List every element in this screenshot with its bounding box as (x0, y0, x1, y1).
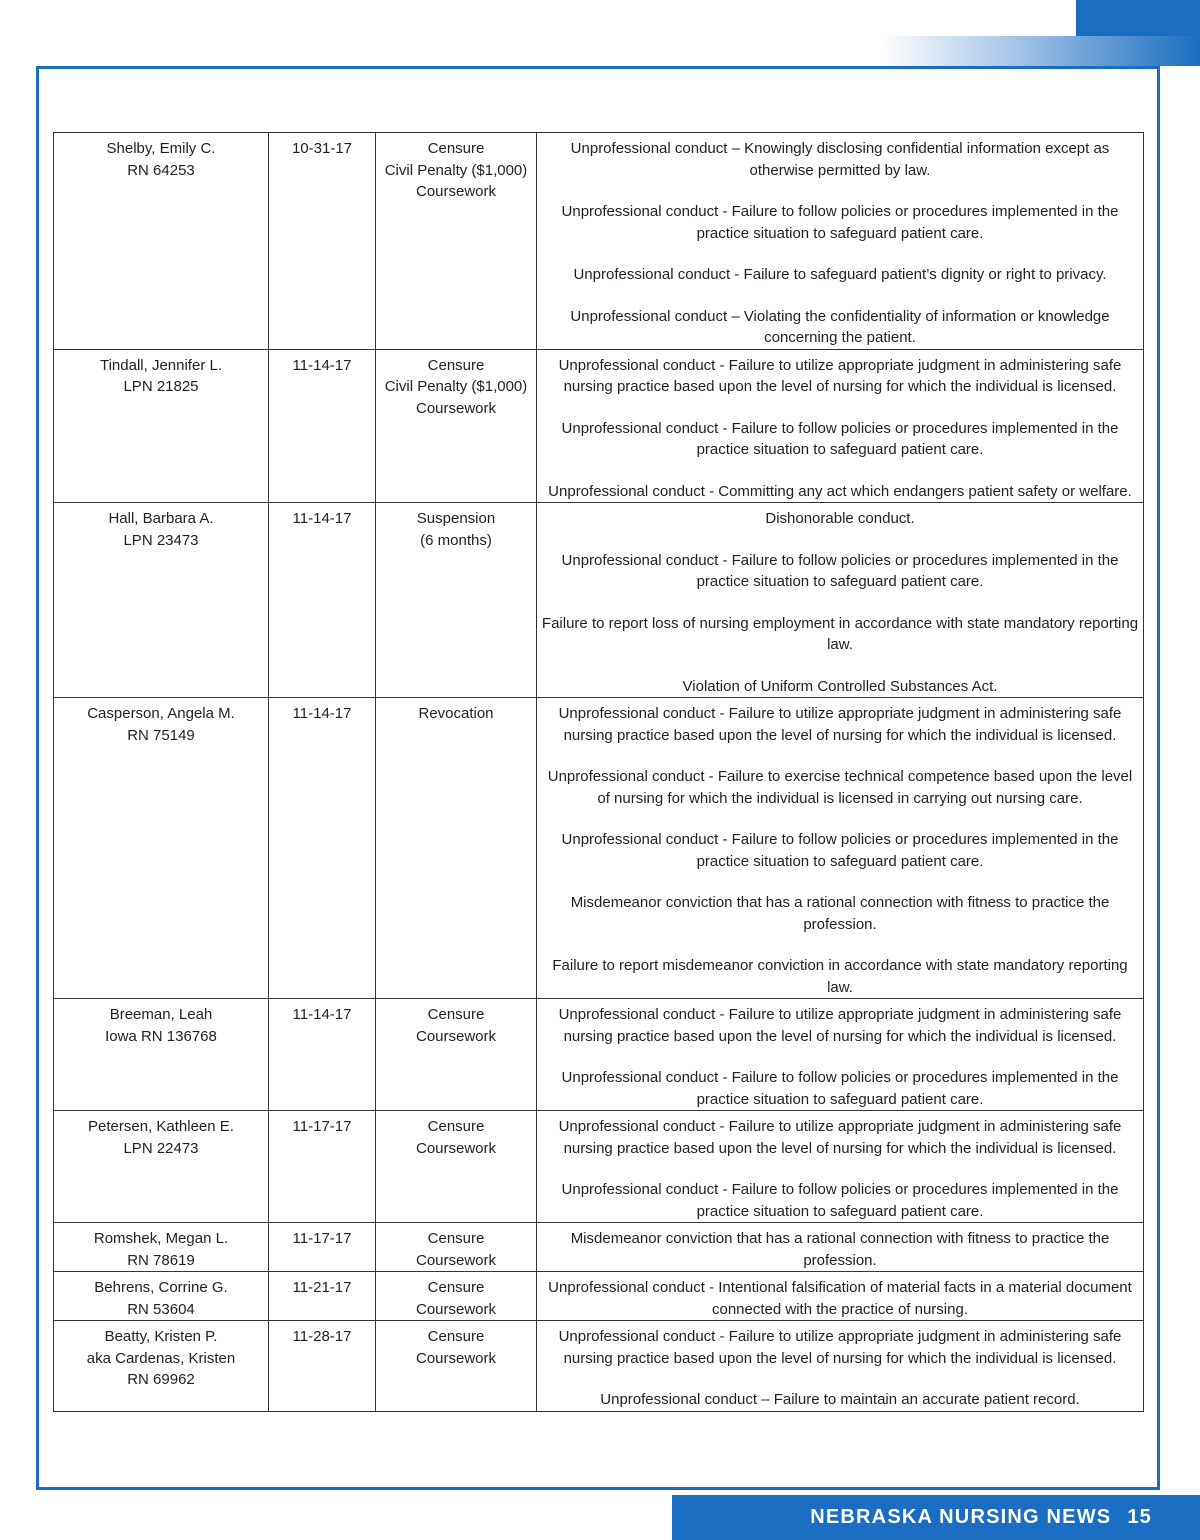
violations-cell (537, 503, 1144, 698)
disciplinary-action-cell (376, 999, 537, 1111)
violation-text: Unprofessional conduct - Failure to safeguard patient’s dignity or right to privacy. (573, 266, 1107, 283)
table-row (54, 133, 1144, 350)
licensee-name-cell-line: RN 64253 (127, 161, 195, 179)
violations-cell (537, 1111, 1144, 1223)
disciplinary-action-cell-line: Coursework (415, 399, 497, 417)
violation-text: Unprofessional conduct - Failure to utilize appropriate judgment in administering safe nursing practice based upon the level of nursing for which the individual is licensed. (558, 705, 1122, 744)
disciplinary-action-cell-line: Coursework (415, 1027, 497, 1045)
licensee-name-cell (54, 133, 269, 350)
violation-text: Violation of Uniform Controlled Substances Act. (682, 677, 998, 695)
action-date-cell: 11-14-17 (269, 698, 376, 999)
table-row (54, 999, 1144, 1111)
disciplinary-action-cell (376, 1272, 537, 1321)
table-row (54, 503, 1144, 698)
licensee-name-cell-line: RN 78619 (127, 1251, 195, 1269)
violations-cell (537, 1223, 1144, 1272)
disciplinary-action-cell-line: Coursework (415, 183, 497, 200)
licensee-name-cell (54, 698, 269, 999)
table-row (54, 1223, 1144, 1272)
violations-cell (537, 349, 1144, 503)
action-date-cell: 11-14-17 (269, 999, 376, 1111)
licensee-name-cell-line: RN 75149 (127, 726, 195, 744)
disciplinary-action-cell-line: Coursework (415, 1139, 497, 1157)
licensee-name-cell (54, 503, 269, 698)
licensee-name-cell-line: Behrens, Corrine G. (94, 1279, 228, 1296)
disciplinary-action-cell-line: Censure (427, 1230, 485, 1247)
disciplinary-action-cell-line: Censure (427, 1279, 485, 1296)
violation-text: Unprofessional conduct - Failure to exercise technical competence based upon the level of nursing for which the individual is licensed in carrying out nursing care. (547, 768, 1133, 807)
table-row (54, 349, 1144, 503)
licensee-name-cell-line: aka Cardenas, Kristen (86, 1349, 236, 1367)
disciplinary-action-cell-line: Censure (427, 1118, 485, 1135)
disciplinary-action-cell-line: Civil Penalty ($1,000) (384, 161, 528, 179)
disciplinary-action-cell-line: (6 months) (420, 531, 492, 549)
violations-cell (537, 1321, 1144, 1412)
violation-text: Unprofessional conduct – Knowingly disclosing confidential information except as otherwise permitted by law. (570, 140, 1110, 179)
violation-text: Failure to report misdemeanor conviction in accordance with state mandatory reporting law. (552, 957, 1128, 996)
licensee-name-cell-line: RN 53604 (127, 1300, 195, 1318)
violations-cell (537, 698, 1144, 999)
disciplinary-action-cell-line: Censure (427, 140, 485, 157)
violations-cell (537, 133, 1144, 350)
disciplinary-action-cell (376, 1321, 537, 1412)
violation-text: Unprofessional conduct - Failure to utilize appropriate judgment in administering safe nursing practice based upon the level of nursing for which the individual is licensed. (558, 356, 1122, 395)
disciplinary-action-cell (376, 1111, 537, 1223)
violation-text: Dishonorable conduct. (765, 510, 915, 527)
action-date-cell: 11-14-17 (269, 503, 376, 698)
licensee-name-cell-line: Petersen, Kathleen E. (88, 1118, 234, 1135)
violation-text: Misdemeanor conviction that has a rational connection with fitness to practice the profession. (570, 894, 1110, 933)
violations-cell (537, 999, 1144, 1111)
violation-text: Unprofessional conduct - Intentional falsification of material facts in a material document connected with the practice of nursing. (548, 1279, 1132, 1318)
disciplinary-action-cell-line: Coursework (415, 1300, 497, 1318)
disciplinary-action-cell-line: Revocation (418, 705, 494, 722)
disciplinary-action-cell-line: Censure (427, 356, 485, 374)
table-row (54, 1272, 1144, 1321)
violation-text: Failure to report loss of nursing employment in accordance with state mandatory reporting law. (541, 614, 1139, 653)
licensee-name-cell (54, 349, 269, 503)
violation-text: Unprofessional conduct - Failure to follow policies or procedures implemented in the practice situation to safeguard patient care. (561, 1069, 1119, 1108)
action-date-cell: 11-17-17 (269, 1223, 376, 1272)
disciplinary-action-cell (376, 1223, 537, 1272)
action-date-cell: 11-14-17 (269, 349, 376, 503)
violation-text: Unprofessional conduct - Failure to utilize appropriate judgment in administering safe nursing practice based upon the level of nursing for which the individual is licensed. (558, 1328, 1122, 1367)
violation-text: Unprofessional conduct - Failure to follow policies or procedures implemented in the practice situation to safeguard patient care. (561, 203, 1119, 242)
action-date-cell: 11-21-17 (269, 1272, 376, 1321)
disciplinary-action-cell-line: Civil Penalty ($1,000) (384, 378, 528, 395)
violation-text: Unprofessional conduct - Committing any act which endangers patient safety or welfare. (548, 482, 1132, 500)
licensee-name-cell-line: LPN 23473 (123, 531, 199, 549)
disciplinary-action-cell-line: Coursework (415, 1349, 497, 1367)
violation-text: Unprofessional conduct – Violating the confidentiality of information or knowledge concerning the patient. (570, 307, 1110, 346)
violation-text: Unprofessional conduct - Failure to utilize appropriate judgment in administering safe nursing practice based upon the level of nursing for which the individual is licensed. (558, 1006, 1122, 1045)
table-row (54, 698, 1144, 999)
disciplinary-action-cell (376, 698, 537, 999)
licensee-name-cell (54, 1321, 269, 1412)
licensee-name-cell-line: RN 69962 (127, 1371, 195, 1388)
disciplinary-action-cell-line: Suspension (416, 510, 496, 527)
footer-banner (672, 1495, 1200, 1540)
page-number: 15 (1127, 1506, 1152, 1528)
table-row (54, 1321, 1144, 1412)
licensee-name-cell-line: Tindall, Jennifer L. (99, 356, 222, 374)
header-gradient-bar (880, 36, 1200, 66)
licensee-name-cell-line: Shelby, Emily C. (106, 140, 216, 157)
licensee-name-cell-line: Casperson, Angela M. (87, 705, 235, 722)
header-corner-block (1076, 0, 1200, 36)
licensee-name-cell-line: LPN 21825 (123, 378, 199, 395)
licensee-name-cell-line: Romshek, Megan L. (93, 1230, 229, 1247)
violation-text: Unprofessional conduct - Failure to follow policies or procedures implemented in the practice situation to safeguard patient care. (561, 419, 1119, 458)
disciplinary-action-cell-line: Censure (427, 1328, 485, 1345)
violation-text: Unprofessional conduct - Failure to utilize appropriate judgment in administering safe nursing practice based upon the level of nursing for which the individual is licensed. (558, 1118, 1122, 1157)
disciplinary-action-cell-line: Coursework (415, 1251, 497, 1269)
disciplinary-action-cell-line: Censure (427, 1006, 485, 1023)
violation-text: Unprofessional conduct – Failure to maintain an accurate patient record. (600, 1391, 1080, 1408)
violation-text: Unprofessional conduct - Failure to follow policies or procedures implemented in the practice situation to safeguard patient care. (561, 551, 1119, 590)
disciplinary-actions-table (53, 132, 1144, 1412)
violation-text: Unprofessional conduct - Failure to follow policies or procedures implemented in the practice situation to safeguard patient care. (561, 1181, 1119, 1220)
licensee-name-cell (54, 999, 269, 1111)
licensee-name-cell (54, 1272, 269, 1321)
licensee-name-cell-line: Iowa RN 136768 (105, 1027, 217, 1045)
disciplinary-action-cell (376, 503, 537, 698)
disciplinary-action-cell (376, 133, 537, 350)
action-date-cell: 10-31-17 (269, 133, 376, 350)
disciplinary-action-cell (376, 349, 537, 503)
violation-text: Misdemeanor conviction that has a rational connection with fitness to practice the profession. (570, 1230, 1110, 1269)
licensee-name-cell (54, 1111, 269, 1223)
licensee-name-cell-line: LPN 22473 (123, 1139, 199, 1157)
table-body (54, 133, 1144, 1412)
violation-text: Unprofessional conduct - Failure to follow policies or procedures implemented in the practice situation to safeguard patient care. (561, 831, 1119, 870)
action-date-cell: 11-28-17 (269, 1321, 376, 1412)
publication-title: NEBRASKA NURSING NEWS (810, 1506, 1112, 1528)
licensee-name-cell-line: Hall, Barbara A. (108, 510, 214, 527)
action-date-cell: 11-17-17 (269, 1111, 376, 1223)
licensee-name-cell-line: Breeman, Leah (109, 1006, 213, 1023)
licensee-name-cell (54, 1223, 269, 1272)
table-row (54, 1111, 1144, 1223)
licensee-name-cell-line: Beatty, Kristen P. (104, 1328, 218, 1345)
violations-cell (537, 1272, 1144, 1321)
